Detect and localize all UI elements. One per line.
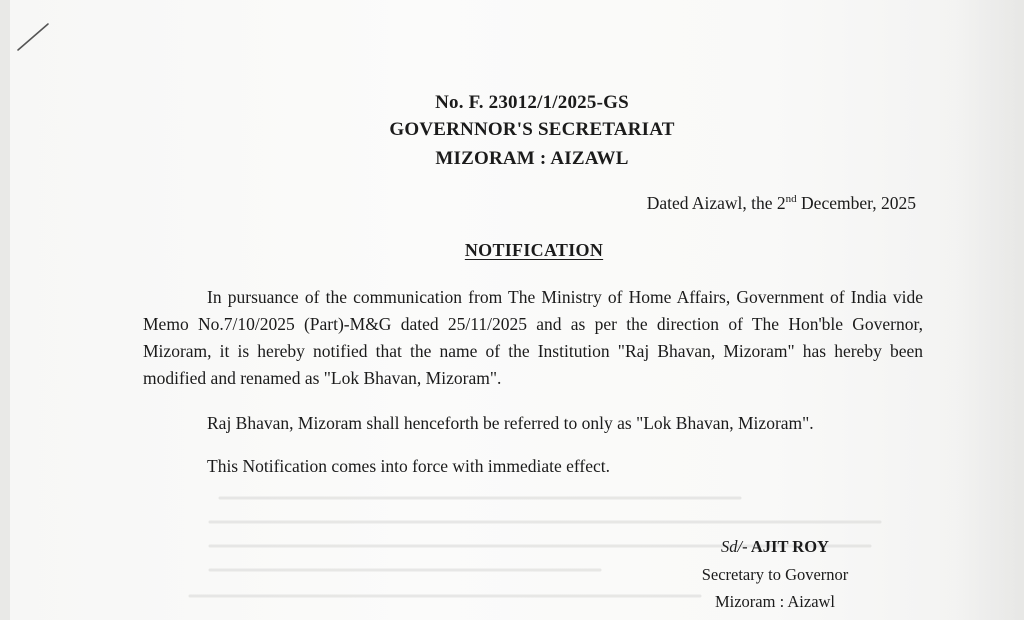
notification-paragraph-3: This Notification comes into force with immediate effect.: [207, 456, 611, 476]
pen-mark: [16, 22, 50, 52]
notification-title: NOTIFICATION: [464, 240, 604, 260]
notification-paragraph-1: In pursuance of the communication from The Ministry of Home Affairs, Government of India vide Memo No.7/10/2025 (Part)-M&G dated 25/11/2025 and as per the direction of The Hon'ble Governor, Mizoram, it is hereby notified that the name of the Institution "Raj Bhavan, Mizoram" has hereby been modified and renamed as "Lok Bhavan, Mizoram".: [143, 287, 923, 388]
document-page: [10, 0, 1024, 620]
signatory-designation: Secretary to Governor: [701, 565, 849, 584]
date-line: [647, 193, 916, 214]
date-rest: December, 2025: [796, 193, 916, 213]
signatory-place: Mizoram : Aizawl: [714, 592, 836, 611]
office-name: GOVERNNOR'S SECRETARIAT: [389, 119, 675, 140]
office-location: MIZORAM : AIZAWL: [435, 148, 629, 169]
signatory-name-text: AJIT ROY: [747, 537, 829, 556]
signed-prefix: Sd/-: [721, 537, 748, 556]
date-prefix: Dated Aizawl, the 2: [646, 193, 786, 213]
file-number: No. F. 23012/1/2025-GS: [435, 92, 629, 113]
notification-paragraph-2: Raj Bhavan, Mizoram shall henceforth be referred to only as "Lok Bhavan, Mizoram".: [207, 413, 814, 433]
signatory-name: [650, 537, 900, 557]
date-ordinal-suffix: nd: [785, 193, 797, 206]
